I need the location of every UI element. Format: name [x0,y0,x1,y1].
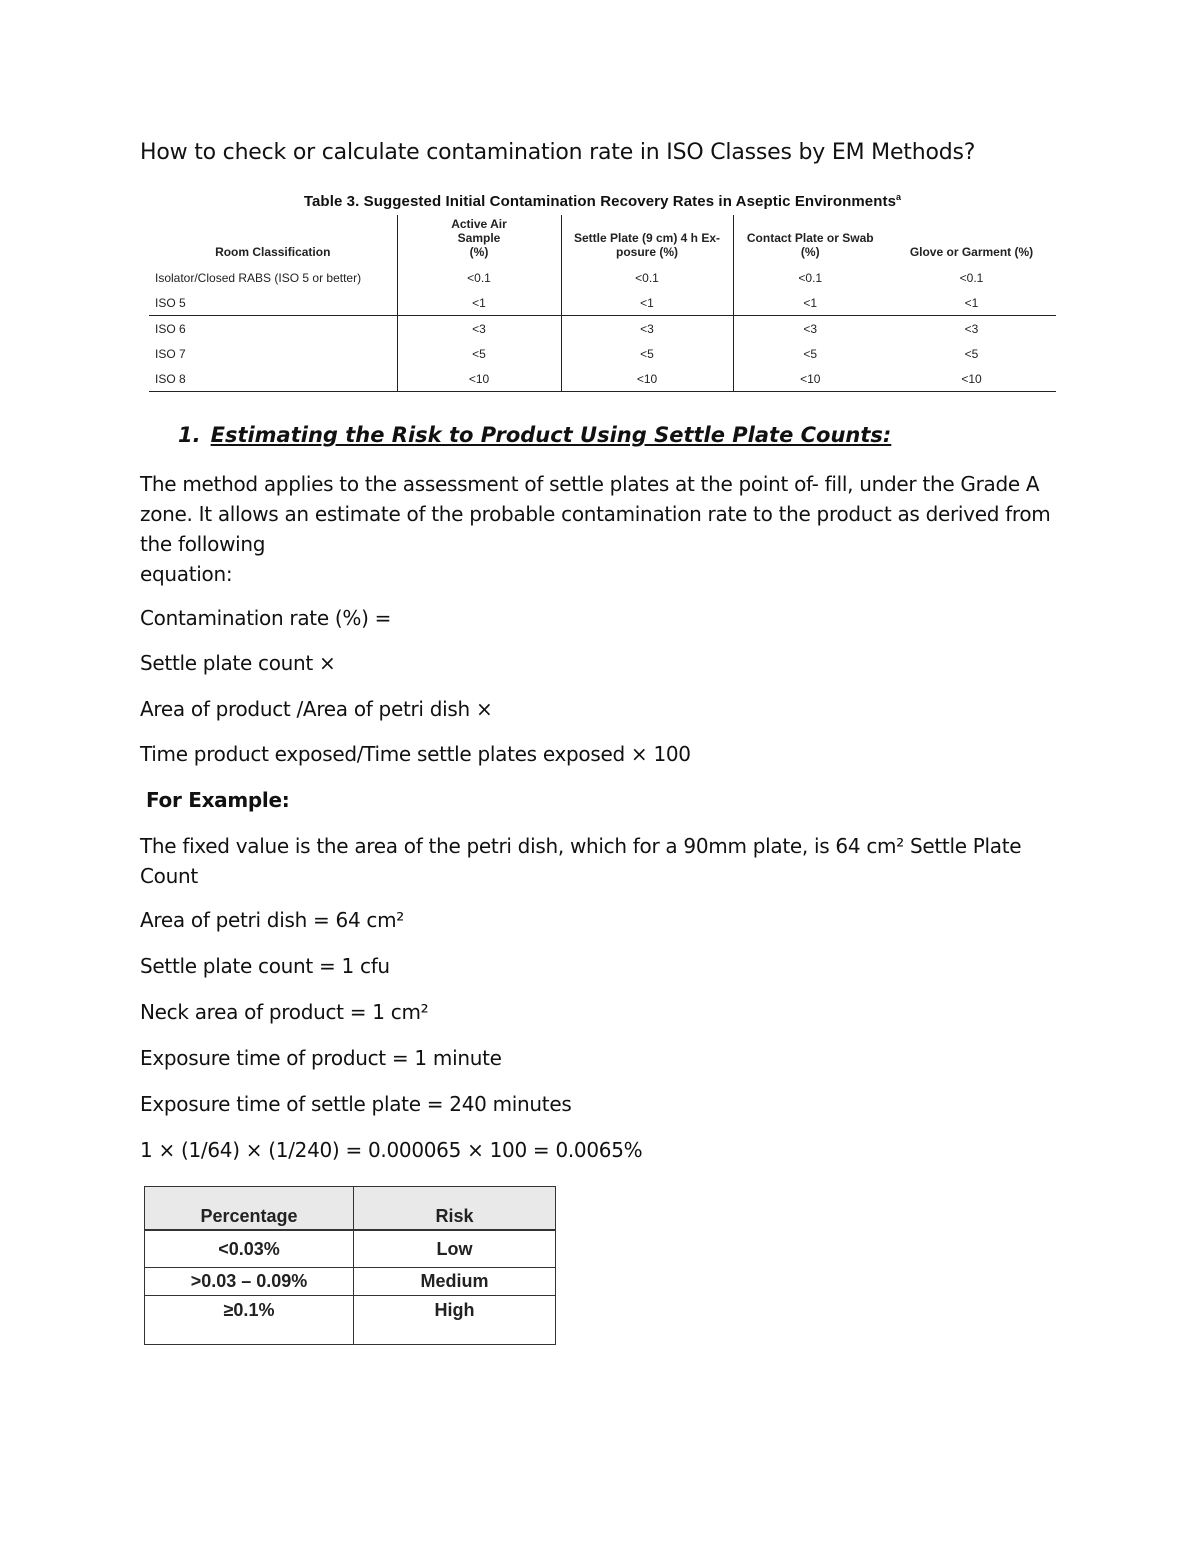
table-row: Isolator/Closed RABS (ISO 5 or better) <0.1 <0.1 <0.1 <0.1 [149,265,1056,290]
example-calculation: 1 × (1/64) × (1/240) = 0.000065 × 100 = 0.0065% [140,1138,643,1162]
formula-line: Contamination rate (%) = [140,606,392,630]
example-line: Settle plate count = 1 cfu [140,954,390,978]
table3-title-footnote: a [896,192,902,202]
formula-line: Settle plate count × [140,651,336,675]
section-heading [178,423,891,447]
table3-header-contact: Contact Plate or Swab (%) [733,215,887,265]
table3-title-text: Table 3. Suggested Initial Contamination Recovery Rates in Aseptic Environments [303,193,897,210]
intro-paragraph: The method applies to the assessment of settle plates at the point of- fill, under the Grade A zone. It allows an estimate of the probable contamination rate to the product as derived from the following equation: [140,472,1051,586]
table3-header-settle: Settle Plate (9 cm) 4 h Ex- posure (%) [561,215,733,265]
table3-header-air: Active Air Sample (%) [397,215,561,265]
table3-header-row [149,215,1056,265]
example-line: Area of petri dish = 64 cm² [140,908,405,932]
example-label: For Example: [146,788,290,812]
section-number: 1. [178,423,201,447]
section-title: Estimating the Risk to Product Using Settle Plate Counts: [210,423,892,447]
table3-title [150,192,1055,210]
page-heading: How to check or calculate contamination rate in ISO Classes by EM Methods? [140,140,976,165]
table3-header-room: Room Classification [215,245,331,259]
contamination-rates-table [149,215,1056,392]
table-row: ≥0.1% High [145,1296,556,1345]
example-line: Exposure time of settle plate = 240 minutes [140,1092,572,1116]
table-row: ISO 5 <1 <1 <1 <1 [149,290,1056,316]
table-row: ISO 6 <3 <3 <3 <3 [149,316,1056,342]
risk-table [144,1186,556,1345]
formula-line: Area of product /Area of petri dish × [140,697,493,721]
example-line: Exposure time of product = 1 minute [140,1046,502,1070]
table-row: ISO 8 <10 <10 <10 <10 [149,366,1056,392]
risk-table-header: Percentage Risk [145,1187,556,1231]
table3-header-glove: Glove or Garment (%) [909,245,1034,259]
formula-line: Time product exposed/Time settle plates exposed × 100 [140,742,691,766]
table-row: >0.03 – 0.09% Medium [145,1268,556,1296]
fixed-value-paragraph: The fixed value is the area of the petri dish, which for a 90mm plate, is 64 cm² Settle Plate Count [140,834,1022,888]
table-row: ISO 7 <5 <5 <5 <5 [149,341,1056,366]
table-row: <0.03% Low [145,1230,556,1268]
example-line: Neck area of product = 1 cm² [140,1000,429,1024]
